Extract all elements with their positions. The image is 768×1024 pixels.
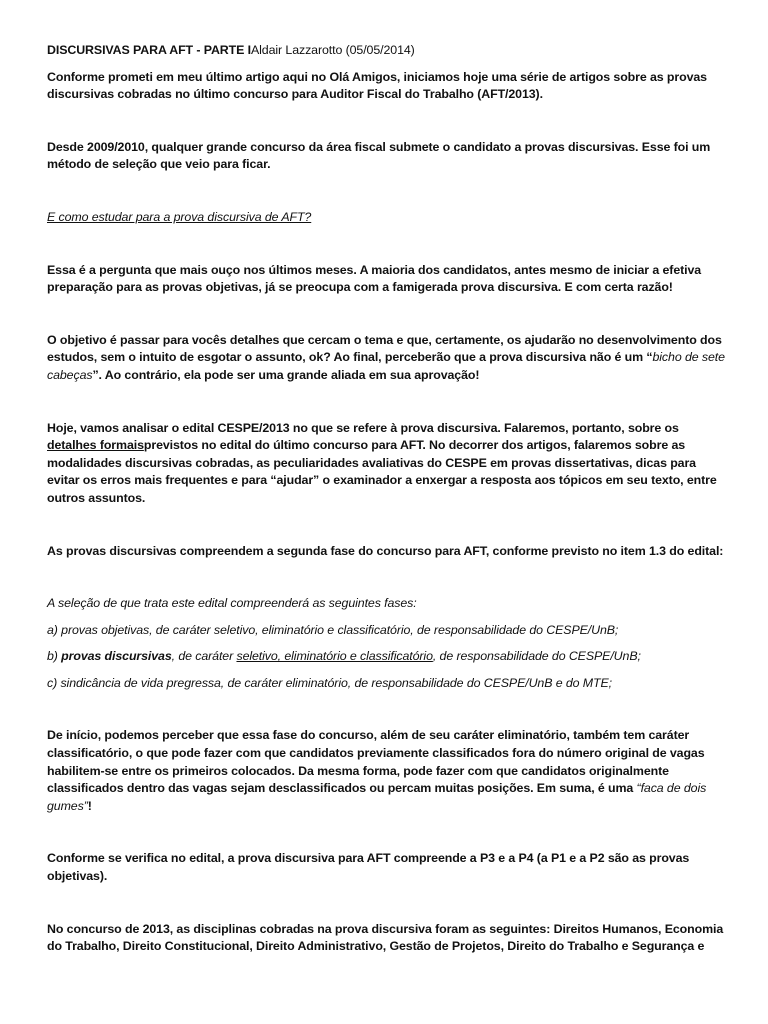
p4-italic: bicho de sete cabeças xyxy=(47,350,725,382)
p5-text-a: Hoje, vamos analisar o edital CESPE/2013 no que se refere à prova discursiva. Falaremos, portanto, sobre os xyxy=(47,420,679,435)
paragraph-intro: Conforme prometi em meu último artigo aqui no Olá Amigos, iniciamos hoje uma série de artigos sobre as provas discursivas cobradas no último concurso para Auditor Fiscal do Trabalho (AFT/2013). xyxy=(47,69,707,102)
q3-text-b: , de caráter xyxy=(171,649,237,664)
q3-underlined: seletivo, eliminatório e classificatório xyxy=(236,649,433,664)
title-text: DISCURSIVAS PARA AFT - PARTE I xyxy=(47,43,251,57)
document-title xyxy=(47,42,727,60)
paragraph-question-answer: Essa é a pergunta que mais ouço nos últimos meses. A maioria dos candidatos, antes mesmo de iniciar a efetiva preparação para as provas objetivas, já se preocupa com a famigerada prova discursiva. E com certa razão! xyxy=(47,262,702,295)
paragraph-fases: As provas discursivas compreendem a segunda fase do concurso para AFT, conforme previsto no item 1.3 do edital: xyxy=(47,543,724,558)
paragraph-objective xyxy=(47,332,727,385)
quote-line-c: c) sindicância de vida pregressa, de caráter eliminatório, de responsabilidade do CESPE/UnB e do MTE; xyxy=(47,675,612,690)
paragraph-inicio xyxy=(47,727,727,815)
q3-text-a: b) xyxy=(47,649,62,664)
q3-bold: provas discursivas xyxy=(61,649,172,664)
detalhes-formais-link[interactable]: detalhes formais xyxy=(47,438,144,453)
p7-text-a: De início, podemos perceber que essa fase do concurso, além de seu caráter eliminatório, também tem caráter classificatório, o que pode fazer com que candidatos previamente classificados fora do número original de vagas habilitem-se entre os primeiros colocados. Da mesma forma, pode fazer com que candidatos originalmente classificados dentro das vagas sejam desclassificados ou percam muitas posições. Em suma, é uma xyxy=(47,728,705,796)
question-heading: E como estudar para a prova discursiva de AFT? xyxy=(47,209,312,224)
p7-text-b: ! xyxy=(87,798,92,813)
paragraph-edital xyxy=(47,420,727,508)
document-page xyxy=(47,42,727,956)
q3-text-c: , de responsabilidade do CESPE/UnB; xyxy=(432,649,641,664)
paragraph-p3-p4: Conforme se verifica no edital, a prova discursiva para AFT compreende a P3 e a P4 (a P1 e a P2 são as provas objetivas). xyxy=(47,851,690,884)
quote-line-b xyxy=(47,648,727,666)
p4-text-b: ”. Ao contrário, ela pode ser uma grande aliada em sua aprovação! xyxy=(92,367,480,382)
p7-italic: “faca de dois gumes” xyxy=(47,781,707,813)
quote-line-a: a) provas objetivas, de caráter seletivo, eliminatório e classificatório, de responsabilidade do CESPE/UnB; xyxy=(47,622,619,637)
quote-line-1: A seleção de que trata este edital compreenderá as seguintes fases: xyxy=(47,596,417,611)
p4-text-a: O objetivo é passar para vocês detalhes que cercam o tema e que, certamente, os ajudarão no desenvolvimento dos estudos, sem o intuito de esgotar o assunto, ok? Ao final, perceberão que a prova discursiva não é um “ xyxy=(47,332,722,365)
paragraph-fiscal: Desde 2009/2010, qualquer grande concurso da área fiscal submete o candidato a provas discursivas. Esse foi um método de seleção que veio para ficar. xyxy=(47,139,711,172)
paragraph-disciplinas: No concurso de 2013, as disciplinas cobradas na prova discursiva foram as seguintes: Direitos Humanos, Economia do Trabalho, Direito Constitucional, Direito Administrativo, Gestão de Projetos, Direito do Trabalho e Segurança e xyxy=(47,921,724,954)
p5-text-b: previstos no edital do último concurso para AFT. No decorrer dos artigos, falaremos sobre as modalidades discursivas cobradas, as peculiaridades avaliativas do CESPE em provas dissertativas, dicas para evitar os erros mais frequentes e para “ajudar” o examinador a enxergar a resposta aos tópicos em seu texto, entre outros assuntos. xyxy=(47,438,717,505)
author-line: Aldair Lazzarotto (05/05/2014) xyxy=(250,43,415,57)
